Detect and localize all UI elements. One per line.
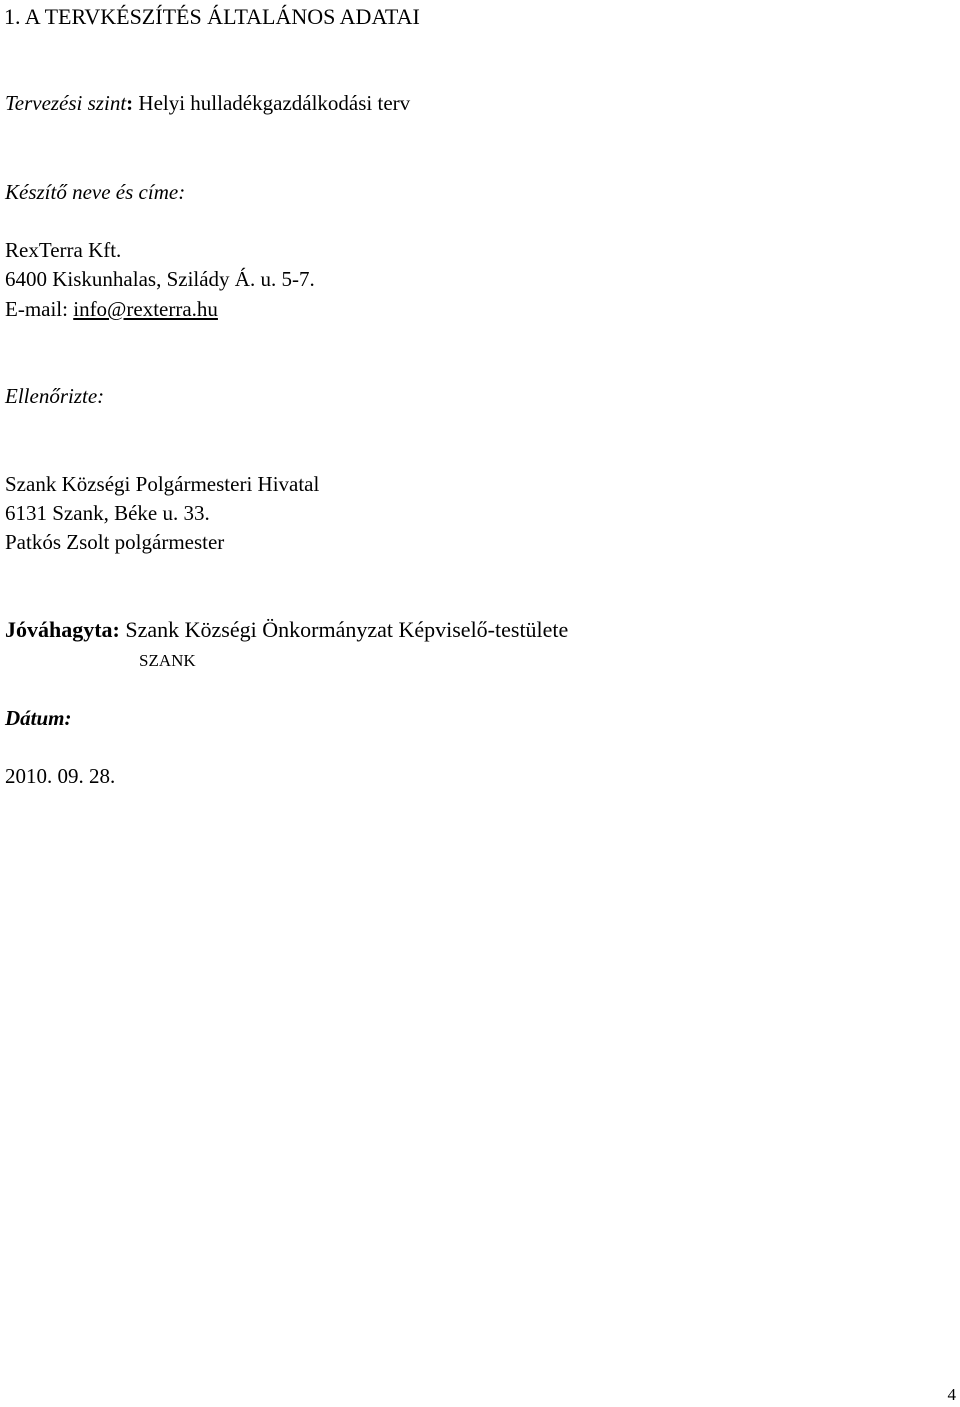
checked-by-person: Patkós Zsolt polgármester <box>5 530 225 554</box>
page-number: 4 <box>947 1385 956 1404</box>
author-email-link[interactable]: info@rexterra.hu <box>73 297 218 321</box>
checked-by-office: Szank Községi Polgármesteri Hivatal <box>5 472 320 496</box>
date-value: 2010. 09. 28. <box>5 764 116 788</box>
section-title: 1. A TERVKÉSZÍTÉS ÁLTALÁNOS ADATAI <box>4 4 420 29</box>
author-email-line <box>5 296 218 322</box>
plan-level-line <box>5 90 410 116</box>
plan-level-colon: : <box>126 91 134 115</box>
checked-by-label: Ellenőrizte: <box>5 384 105 408</box>
approved-by-line <box>5 617 568 643</box>
author-label: Készítő neve és címe: <box>5 180 186 204</box>
checked-by-address: 6131 Szank, Béke u. 33. <box>5 501 210 525</box>
approved-by-body: Szank Községi Önkormányzat Képviselő-testülete <box>119 617 569 642</box>
author-company: RexTerra Kft. <box>5 238 122 262</box>
author-email-label: E-mail: <box>5 297 74 321</box>
author-address: 6400 Kiskunhalas, Szilády Á. u. 5-7. <box>5 267 315 291</box>
plan-level-label: Tervezési szint <box>5 91 127 115</box>
approved-by-place: SZANK <box>139 651 196 670</box>
date-label: Dátum: <box>5 706 72 730</box>
approved-by-label: Jóváhagyta: <box>5 617 120 642</box>
plan-level-value: Helyi hulladékgazdálkodási terv <box>133 91 411 115</box>
